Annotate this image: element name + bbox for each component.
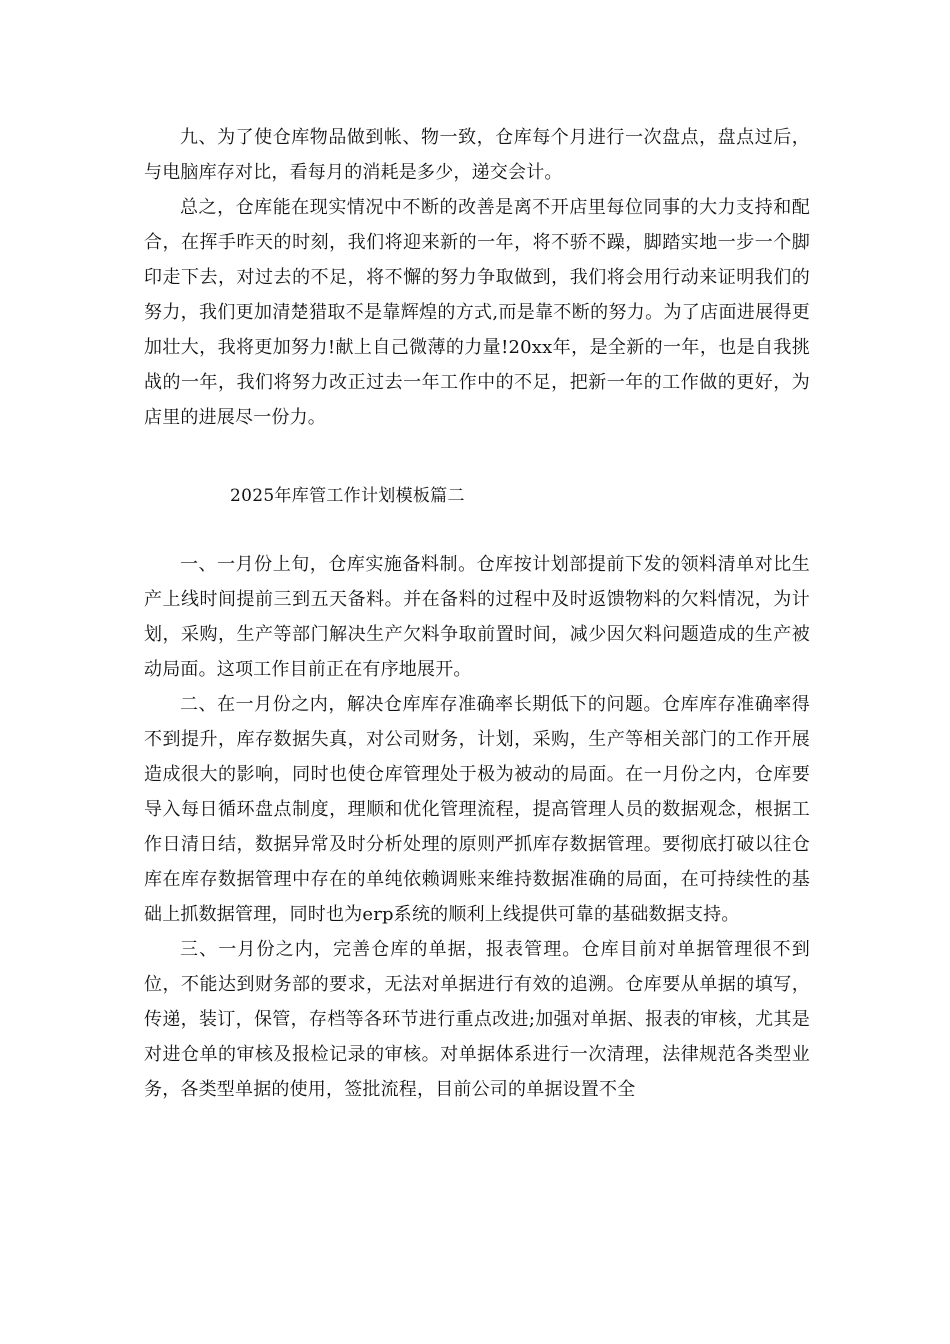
paragraph-inventory-check: 九、为了使仓库物品做到帐、物一致，仓库每个月进行一次盘点，盘点过后，与电脑库存对比，看每月的消耗是多少，递交会计。 xyxy=(144,127,810,183)
paragraph-item-1: 一、一月份上旬，仓库实施备料制。仓库按计划部提前下发的领料清单对比生产上线时间提前三到五天备料。并在备料的过程中及时返馈物料的欠料情况，为计划，采购，生产等部门解决生产欠料争取前置时间，减少因欠料问题造成的生产被动局面。这项工作目前正在有序地展开。 xyxy=(144,554,810,680)
paragraph-summary: 总之，仓库能在现实情况中不断的改善是离不开店里每位同事的大力支持和配合，在挥手昨天的时刻，我们将迎来新的一年，将不骄不躁，脚踏实地一步一个脚印走下去，对过去的不足，将不懈的努力争取做到，我们将会用行动来证明我们的努力，我们更加清楚猎取不是靠辉煌的方式,而是靠不断的努力。为了店面进展得更加壮大，我将更加努力!献上自己微薄的力量!20xx年，是全新的一年，也是自我挑战的一年，我们将努力改正过去一年工作中的不足，把新一年的工作做的更好，为店里的进展尽一份力。 xyxy=(144,197,810,428)
paragraph-item-2: 二、在一月份之内，解决仓库库存准确率长期低下的问题。仓库库存准确率得不到提升，库存数据失真，对公司财务，计划，采购，生产等相关部门的工作开展造成很大的影响，同时也使仓库管理处于极为被动的局面。在一月份之内，仓库要导入每日循环盘点制度，理顺和优化管理流程，提高管理人员的数据观念，根据工作日清日结，数据异常及时分析处理的原则严抓库存数据管理。要彻底打破以往仓库在库存数据管理中存在的单纯依赖调账来维持数据准确的局面，在可持续性的基础上抓数据管理，同时也为erp系统的顺利上线提供可靠的基础数据支持。 xyxy=(144,694,810,925)
document-page xyxy=(144,120,810,1107)
paragraph-item-3: 三、一月份之内，完善仓库的单据，报表管理。仓库目前对单据管理很不到位，不能达到财务部的要求，无法对单据进行有效的追溯。仓库要从单据的填写，传递，装订，保管，存档等各环节进行重点改进;加强对单据、报表的审核，尤其是对进仓单的审核及报检记录的审核。对单据体系进行一次清理，法律规范各类型业务，各类型单据的使用，签批流程，目前公司的单据设置不全 xyxy=(144,939,810,1100)
section-title: 2025年库管工作计划模板篇二 xyxy=(230,486,465,506)
